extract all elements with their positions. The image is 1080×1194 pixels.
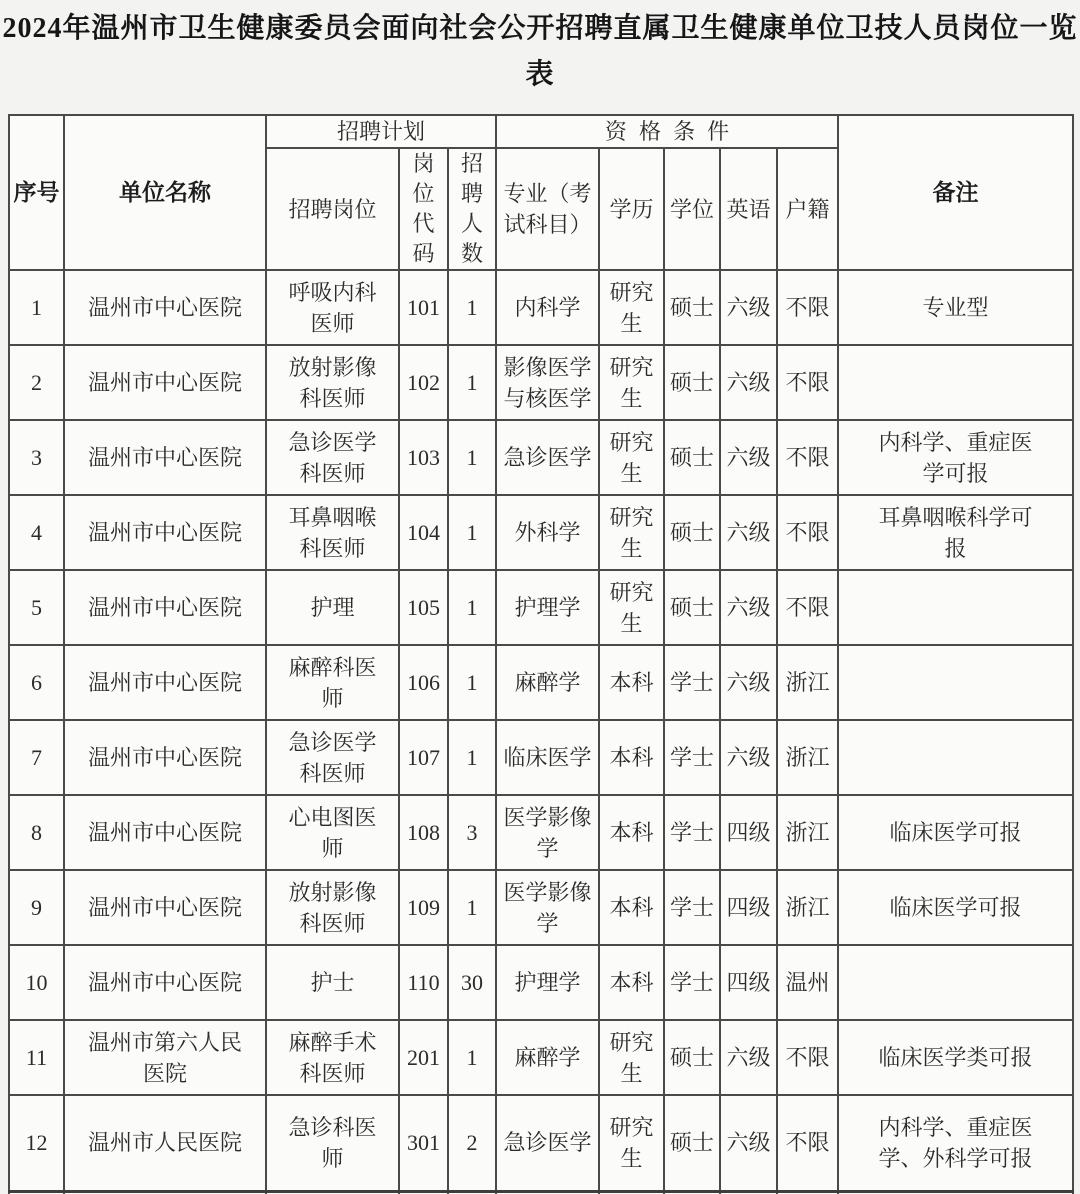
cell-daima: 301	[399, 1095, 448, 1191]
cell-danwei: 温州市中心医院	[64, 945, 266, 1020]
col-header-gangwei-daima	[399, 148, 448, 270]
cell-renshu: 1	[448, 270, 496, 345]
cell-danwei: 温州市中心医院	[64, 570, 266, 645]
cell-renshu: 2	[448, 1095, 496, 1191]
cell-beizhu: 临床医学可报	[838, 795, 1073, 870]
cell-renshu: 3	[448, 795, 496, 870]
cell-xuhao: 11	[9, 1020, 64, 1095]
cell-xueli: 本科	[599, 945, 664, 1020]
cell-xuhao: 6	[9, 645, 64, 720]
cell-daima: 106	[399, 645, 448, 720]
cell-gangwei: 麻醉手术科医师	[266, 1020, 399, 1095]
cell-xuewei: 硕士	[664, 1020, 720, 1095]
cell-xuewei: 硕士	[664, 420, 720, 495]
cell-beizhu	[838, 570, 1073, 645]
col-group-zige-tiaojian: 资格条件	[496, 115, 838, 148]
table-row	[9, 1095, 1073, 1191]
cell-daima: 104	[399, 495, 448, 570]
cell-xuhao: 1	[9, 270, 64, 345]
table-header	[9, 115, 1073, 270]
cell-huji: 浙江	[777, 795, 838, 870]
cell-xuhao: 10	[9, 945, 64, 1020]
col-header-xuewei: 学位	[664, 148, 720, 270]
col-header-huji: 户籍	[777, 148, 838, 270]
table-row	[9, 795, 1073, 870]
cell-renshu: 1	[448, 1020, 496, 1095]
cell-xuewei: 硕士	[664, 345, 720, 420]
cell-xuhao: 2	[9, 345, 64, 420]
cell-zhuanye: 急诊医学	[496, 1095, 599, 1191]
cell-danwei: 温州市中心医院	[64, 870, 266, 945]
positions-table	[8, 114, 1074, 1194]
cell-xuewei: 硕士	[664, 1095, 720, 1191]
cell-zhuanye: 内科学	[496, 270, 599, 345]
cell-daima: 102	[399, 345, 448, 420]
cell-xuewei: 学士	[664, 795, 720, 870]
cell-danwei: 温州市第六人民医院	[64, 1020, 266, 1095]
table-row	[9, 945, 1073, 1020]
cell-huji: 不限	[777, 1020, 838, 1095]
cell-gangwei: 急诊医学科医师	[266, 720, 399, 795]
cell-renshu: 1	[448, 420, 496, 495]
cell-daima: 108	[399, 795, 448, 870]
col-header-zhaopin-gangwei: 招聘岗位	[266, 148, 399, 270]
cell-xuhao: 5	[9, 570, 64, 645]
cell-danwei: 温州市人民医院	[64, 1095, 266, 1191]
cell-beizhu: 临床医学类可报	[838, 1020, 1073, 1095]
cell-daima: 201	[399, 1020, 448, 1095]
cell-xuhao: 3	[9, 420, 64, 495]
cell-daima: 103	[399, 420, 448, 495]
cell-danwei: 温州市中心医院	[64, 645, 266, 720]
cell-xueli: 研究生	[599, 420, 664, 495]
cell-danwei: 温州市中心医院	[64, 420, 266, 495]
cell-beizhu: 内科学、重症医学、外科学可报	[838, 1095, 1073, 1191]
cell-zhuanye: 护理学	[496, 945, 599, 1020]
cell-yingyu: 六级	[720, 1095, 777, 1191]
cell-yingyu: 四级	[720, 945, 777, 1020]
cell-beizhu: 耳鼻咽喉科学可报	[838, 495, 1073, 570]
cell-gangwei: 放射影像科医师	[266, 345, 399, 420]
col-header-beizhu: 备注	[838, 115, 1073, 270]
cell-xuewei: 学士	[664, 870, 720, 945]
cell-renshu: 1	[448, 720, 496, 795]
cell-xueli: 本科	[599, 870, 664, 945]
col-header-danwei: 单位名称	[64, 115, 266, 270]
table-body	[9, 270, 1073, 1194]
cell-danwei: 温州市中心医院	[64, 495, 266, 570]
cell-xuewei: 学士	[664, 720, 720, 795]
table-row	[9, 345, 1073, 420]
cell-xuewei: 硕士	[664, 495, 720, 570]
cell-yingyu: 六级	[720, 345, 777, 420]
cell-gangwei: 护理	[266, 570, 399, 645]
cell-xueli: 本科	[599, 795, 664, 870]
cell-gangwei: 急诊医学科医师	[266, 420, 399, 495]
cell-renshu: 1	[448, 570, 496, 645]
cell-renshu: 30	[448, 945, 496, 1020]
cell-gangwei: 护士	[266, 945, 399, 1020]
table-row	[9, 720, 1073, 795]
cell-xuhao: 7	[9, 720, 64, 795]
cell-xuhao: 9	[9, 870, 64, 945]
cell-yingyu: 六级	[720, 570, 777, 645]
table-row	[9, 420, 1073, 495]
col-header-yingyu: 英语	[720, 148, 777, 270]
col-header-zhuanye: 专业（考试科目）	[496, 148, 599, 270]
cell-xuhao: 4	[9, 495, 64, 570]
cell-zhuanye: 医学影像学	[496, 795, 599, 870]
col-header-xueli: 学历	[599, 148, 664, 270]
cell-xueli: 研究生	[599, 1020, 664, 1095]
cell-daima: 110	[399, 945, 448, 1020]
cell-yingyu: 六级	[720, 645, 777, 720]
cell-zhuanye: 外科学	[496, 495, 599, 570]
cell-xuewei: 学士	[664, 945, 720, 1020]
cell-zhuanye: 临床医学	[496, 720, 599, 795]
page-title	[0, 0, 1080, 98]
col-group-zhaopin-jihua: 招聘计划	[266, 115, 496, 148]
cell-xueli: 研究生	[599, 345, 664, 420]
col-header-zhaopin-renshu-text: 招聘人数	[461, 151, 484, 266]
cell-xuewei: 硕士	[664, 570, 720, 645]
cell-renshu: 1	[448, 345, 496, 420]
cell-gangwei: 急诊科医师	[266, 1095, 399, 1191]
cell-gangwei: 麻醉科医师	[266, 645, 399, 720]
cell-xueli: 研究生	[599, 1095, 664, 1191]
cell-huji: 不限	[777, 420, 838, 495]
page-title-line1: 2024年温州市卫生健康委员会面向社会公开招聘直属卫生健康单位卫技人员岗位一览	[2, 13, 1078, 44]
cell-beizhu	[838, 945, 1073, 1020]
cell-huji: 不限	[777, 345, 838, 420]
cell-gangwei: 放射影像科医师	[266, 870, 399, 945]
page-title-line2: 表	[525, 59, 555, 90]
cell-zhuanye: 医学影像学	[496, 870, 599, 945]
table-row	[9, 270, 1073, 345]
cell-beizhu	[838, 345, 1073, 420]
cell-beizhu	[838, 720, 1073, 795]
cell-daima: 107	[399, 720, 448, 795]
cell-huji: 浙江	[777, 720, 838, 795]
cell-gangwei: 耳鼻咽喉科医师	[266, 495, 399, 570]
col-header-xuhao: 序号	[9, 115, 64, 270]
cell-gangwei: 心电图医师	[266, 795, 399, 870]
cell-huji: 不限	[777, 270, 838, 345]
cell-danwei: 温州市中心医院	[64, 345, 266, 420]
cell-zhuanye: 麻醉学	[496, 645, 599, 720]
cell-danwei: 温州市中心医院	[64, 720, 266, 795]
table-row	[9, 570, 1073, 645]
cell-xueli: 本科	[599, 645, 664, 720]
cell-renshu: 1	[448, 870, 496, 945]
cell-yingyu: 四级	[720, 795, 777, 870]
cell-huji: 不限	[777, 495, 838, 570]
cell-xuhao: 8	[9, 795, 64, 870]
cell-beizhu: 专业型	[838, 270, 1073, 345]
col-header-zhaopin-renshu	[448, 148, 496, 270]
cell-yingyu: 六级	[720, 1020, 777, 1095]
cell-yingyu: 六级	[720, 720, 777, 795]
cell-gangwei: 呼吸内科医师	[266, 270, 399, 345]
cell-daima: 105	[399, 570, 448, 645]
cell-huji: 浙江	[777, 645, 838, 720]
cell-yingyu: 四级	[720, 870, 777, 945]
cell-xueli: 研究生	[599, 495, 664, 570]
cell-xuewei: 硕士	[664, 270, 720, 345]
cell-daima: 101	[399, 270, 448, 345]
cell-zhuanye: 影像医学与核医学	[496, 345, 599, 420]
cell-yingyu: 六级	[720, 420, 777, 495]
cell-xuhao: 12	[9, 1095, 64, 1191]
cell-daima: 109	[399, 870, 448, 945]
table-row	[9, 870, 1073, 945]
cell-beizhu: 内科学、重症医学可报	[838, 420, 1073, 495]
cell-zhuanye: 急诊医学	[496, 420, 599, 495]
cell-huji: 浙江	[777, 870, 838, 945]
table-row	[9, 645, 1073, 720]
cell-zhuanye: 护理学	[496, 570, 599, 645]
cell-renshu: 1	[448, 645, 496, 720]
cell-zhuanye: 麻醉学	[496, 1020, 599, 1095]
cell-xueli: 本科	[599, 720, 664, 795]
cell-danwei: 温州市中心医院	[64, 270, 266, 345]
cell-xuewei: 学士	[664, 645, 720, 720]
cell-danwei: 温州市中心医院	[64, 795, 266, 870]
table-row	[9, 1020, 1073, 1095]
cell-huji: 不限	[777, 1095, 838, 1191]
table-row	[9, 495, 1073, 570]
cell-huji: 温州	[777, 945, 838, 1020]
cell-xueli: 研究生	[599, 570, 664, 645]
cell-yingyu: 六级	[720, 270, 777, 345]
cell-huji: 不限	[777, 570, 838, 645]
cell-yingyu: 六级	[720, 495, 777, 570]
col-header-gangwei-daima-text: 岗位代码	[412, 151, 435, 266]
cell-beizhu	[838, 645, 1073, 720]
cell-renshu: 1	[448, 495, 496, 570]
cell-xueli: 研究生	[599, 270, 664, 345]
cell-beizhu: 临床医学可报	[838, 870, 1073, 945]
